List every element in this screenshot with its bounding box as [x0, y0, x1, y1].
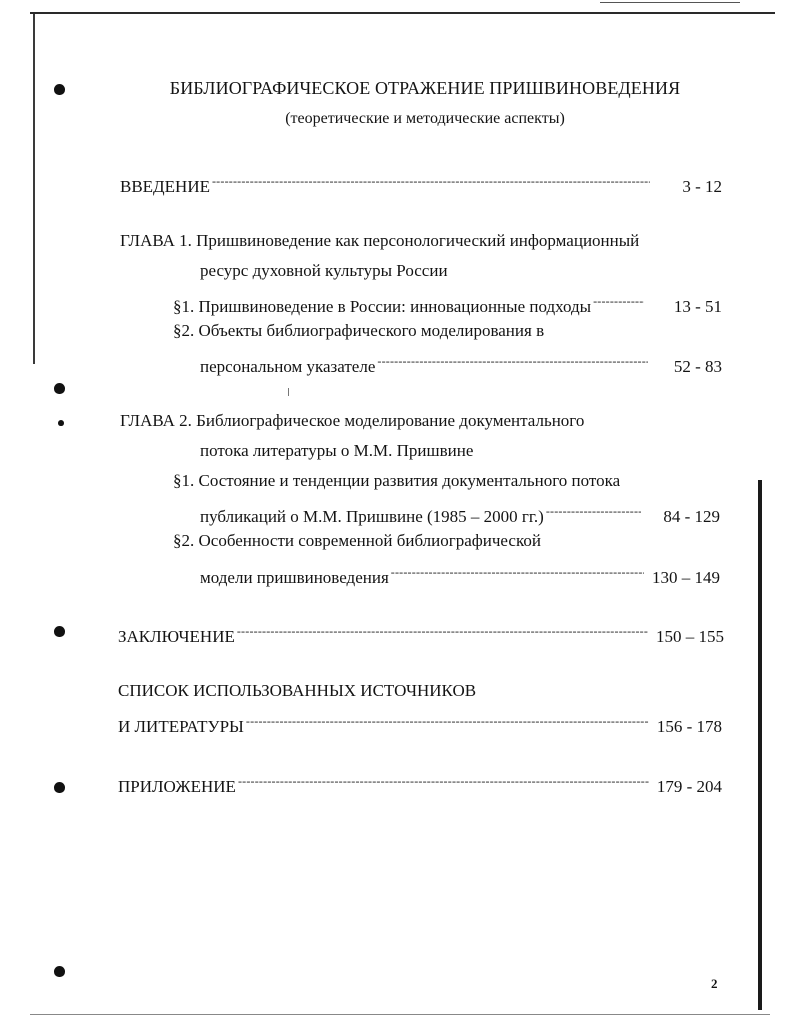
toc-entry-ch2-s1: [200, 500, 720, 528]
leader-dots: [377, 350, 647, 372]
leader-dots: [391, 561, 644, 583]
toc-label: публикаций о М.М. Пришвине (1985 – 2000 гг.): [200, 507, 544, 526]
document-title: БИБЛИОГРАФИЧЕСКОЕ ОТРАЖЕНИЕ ПРИШВИНОВЕДЕНИЯ: [169, 78, 681, 98]
page-number: 2: [711, 976, 718, 991]
scan-edge-right: [758, 480, 762, 1010]
ch1-s2-heading: §2. Объекты библиографического моделирования в: [173, 321, 545, 340]
chapter2-heading-cont: потока литературы о М.М. Пришвине: [200, 441, 474, 460]
toc-entry-ch1-s1: [173, 290, 722, 318]
toc-label: И ЛИТЕРАТУРЫ: [118, 717, 244, 736]
leader-dots: [546, 500, 641, 522]
toc-pages: 13 - 51: [673, 297, 722, 316]
toc-label: персональном указателе: [200, 357, 376, 376]
toc-pages: 52 - 83: [673, 357, 722, 376]
punch-hole-mark: [54, 782, 65, 793]
toc-label: ПРИЛОЖЕНИЕ: [118, 777, 236, 796]
scan-speck: [288, 388, 289, 396]
toc-label: модели пришвиноведения: [200, 568, 389, 587]
toc-pages: 84 - 129: [663, 507, 720, 526]
toc-label: §1. Пришвиноведение в России: инновационные подходы: [173, 297, 592, 316]
toc-entry-appendix: [118, 770, 722, 798]
toc-pages: 130 – 149: [652, 568, 720, 587]
scan-edge-top-mark: [600, 2, 740, 3]
leader-dots: [246, 710, 649, 732]
punch-hole-mark: [54, 966, 65, 977]
toc-entry-sources: [118, 710, 722, 738]
ch2-s2-heading: §2. Особенности современной библиографической: [173, 531, 541, 550]
toc-entry-conclusion: [118, 620, 724, 648]
toc-entry-ch2-s2: [200, 561, 720, 589]
ch2-s1-heading: §1. Состояние и тенденции развития документального потока: [173, 471, 621, 490]
toc-pages: 150 – 155: [656, 627, 724, 646]
leader-dots: [593, 290, 644, 312]
scan-edge-top: [30, 12, 775, 14]
toc-label: ВВЕДЕНИЕ: [120, 177, 210, 196]
toc-pages: 156 - 178: [656, 717, 722, 736]
leader-dots: [212, 170, 650, 192]
toc-pages: 3 - 12: [682, 177, 722, 196]
sources-heading: СПИСОК ИСПОЛЬЗОВАННЫХ ИСТОЧНИКОВ: [118, 681, 477, 700]
punch-hole-mark: [54, 383, 65, 394]
punch-hole-mark: [54, 626, 65, 637]
chapter1-heading: ГЛАВА 1. Пришвиноведение как персонологический информационный: [120, 231, 640, 250]
toc-label: ЗАКЛЮЧЕНИЕ: [118, 627, 235, 646]
toc-entry-intro: [120, 170, 722, 198]
chapter2-heading: ГЛАВА 2. Библиографическое моделирование документального: [120, 411, 585, 430]
leader-dots: [237, 620, 648, 642]
toc-entry-ch1-s2: [200, 350, 722, 378]
document-subtitle: (теоретические и методические аспекты): [285, 110, 565, 127]
toc-pages: 179 - 204: [656, 777, 722, 796]
chapter1-heading-cont: ресурс духовной культуры России: [200, 261, 448, 280]
scan-edge-bottom: [30, 1014, 770, 1015]
scan-edge-left: [33, 14, 35, 364]
leader-dots: [238, 770, 649, 792]
punch-hole-mark: [58, 420, 64, 426]
